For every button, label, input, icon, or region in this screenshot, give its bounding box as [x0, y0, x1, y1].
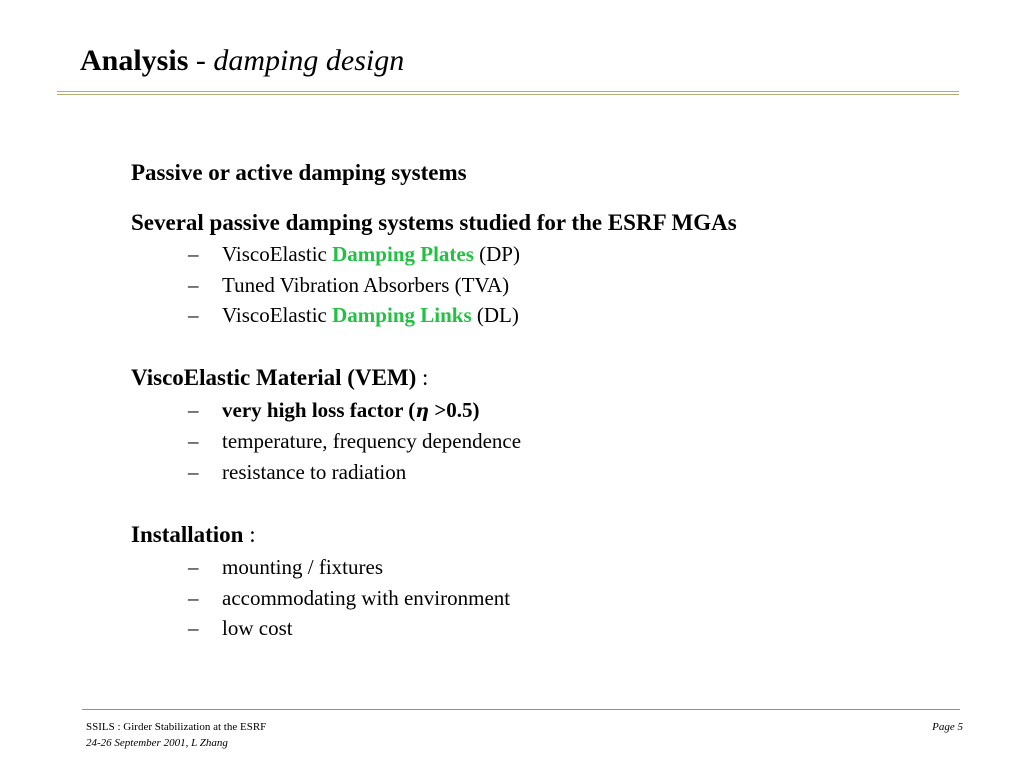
title-separator: - — [188, 44, 214, 77]
dash-bullet: – — [188, 459, 199, 484]
dash-bullet: – — [188, 272, 199, 297]
footer-divider — [82, 709, 960, 710]
dash-bullet: – — [188, 303, 199, 327]
list-item — [188, 270, 991, 301]
heading-vem-text: ViscoElastic Material (VEM) — [131, 364, 417, 390]
dash-bullet: – — [188, 555, 199, 579]
passive-systems-list — [131, 239, 991, 331]
heading-installation-suffix: : — [243, 522, 256, 547]
dash-bullet: – — [188, 585, 199, 610]
footer-info — [86, 719, 266, 751]
item-text: mounting / fixtures — [222, 555, 383, 579]
footer-event: SSILS : Girder Stabilization at the ESRF — [86, 721, 267, 733]
title-divider — [57, 91, 959, 95]
eta-symbol: η — [415, 399, 430, 422]
item-text-suffix: >0.5) — [429, 397, 480, 422]
title-subtitle: damping design — [213, 44, 405, 77]
list-item — [188, 613, 991, 644]
footer-date-author: 24-26 September 2001, L Zhang — [86, 737, 228, 749]
heading-passive-systems: Several passive damping systems studied for the ESRF MGAs — [131, 210, 737, 235]
list-item — [188, 552, 991, 583]
item-text-suffix: (DL) — [471, 303, 519, 327]
slide-title — [80, 42, 404, 80]
heading-installation-text: Installation — [131, 522, 244, 547]
list-item — [188, 300, 991, 331]
heading-vem — [131, 363, 991, 393]
heading-damping-systems: Passive or active damping systems — [131, 160, 467, 185]
item-text: ViscoElastic — [222, 303, 333, 327]
dash-bullet: – — [188, 242, 199, 266]
item-text: ViscoElastic — [222, 242, 333, 266]
heading-vem-suffix: : — [416, 364, 429, 390]
vem-list — [131, 395, 991, 488]
installation-list — [131, 552, 991, 644]
dash-bullet: – — [188, 616, 199, 640]
item-text: Tuned Vibration Absorbers (TVA) — [222, 272, 510, 297]
slide-body — [131, 158, 991, 644]
list-item — [188, 239, 991, 270]
list-item — [188, 395, 991, 427]
dash-bullet: – — [188, 397, 199, 422]
item-text: temperature, frequency dependence — [222, 429, 522, 453]
list-item — [188, 426, 991, 457]
item-text: accommodating with environment — [222, 585, 511, 610]
heading-installation — [131, 520, 991, 550]
list-item — [188, 583, 991, 614]
title-main: Analysis — [80, 44, 189, 77]
list-item — [188, 457, 991, 488]
highlight-text: Damping Plates — [332, 242, 474, 266]
dash-bullet: – — [188, 429, 199, 453]
item-text-suffix: (DP) — [473, 242, 520, 266]
item-text: very high loss factor ( — [222, 397, 416, 422]
page-number: Page 5 — [932, 721, 963, 733]
item-text: low cost — [222, 616, 293, 640]
item-text: resistance to radiation — [222, 459, 407, 484]
highlight-text: Damping Links — [332, 303, 472, 327]
